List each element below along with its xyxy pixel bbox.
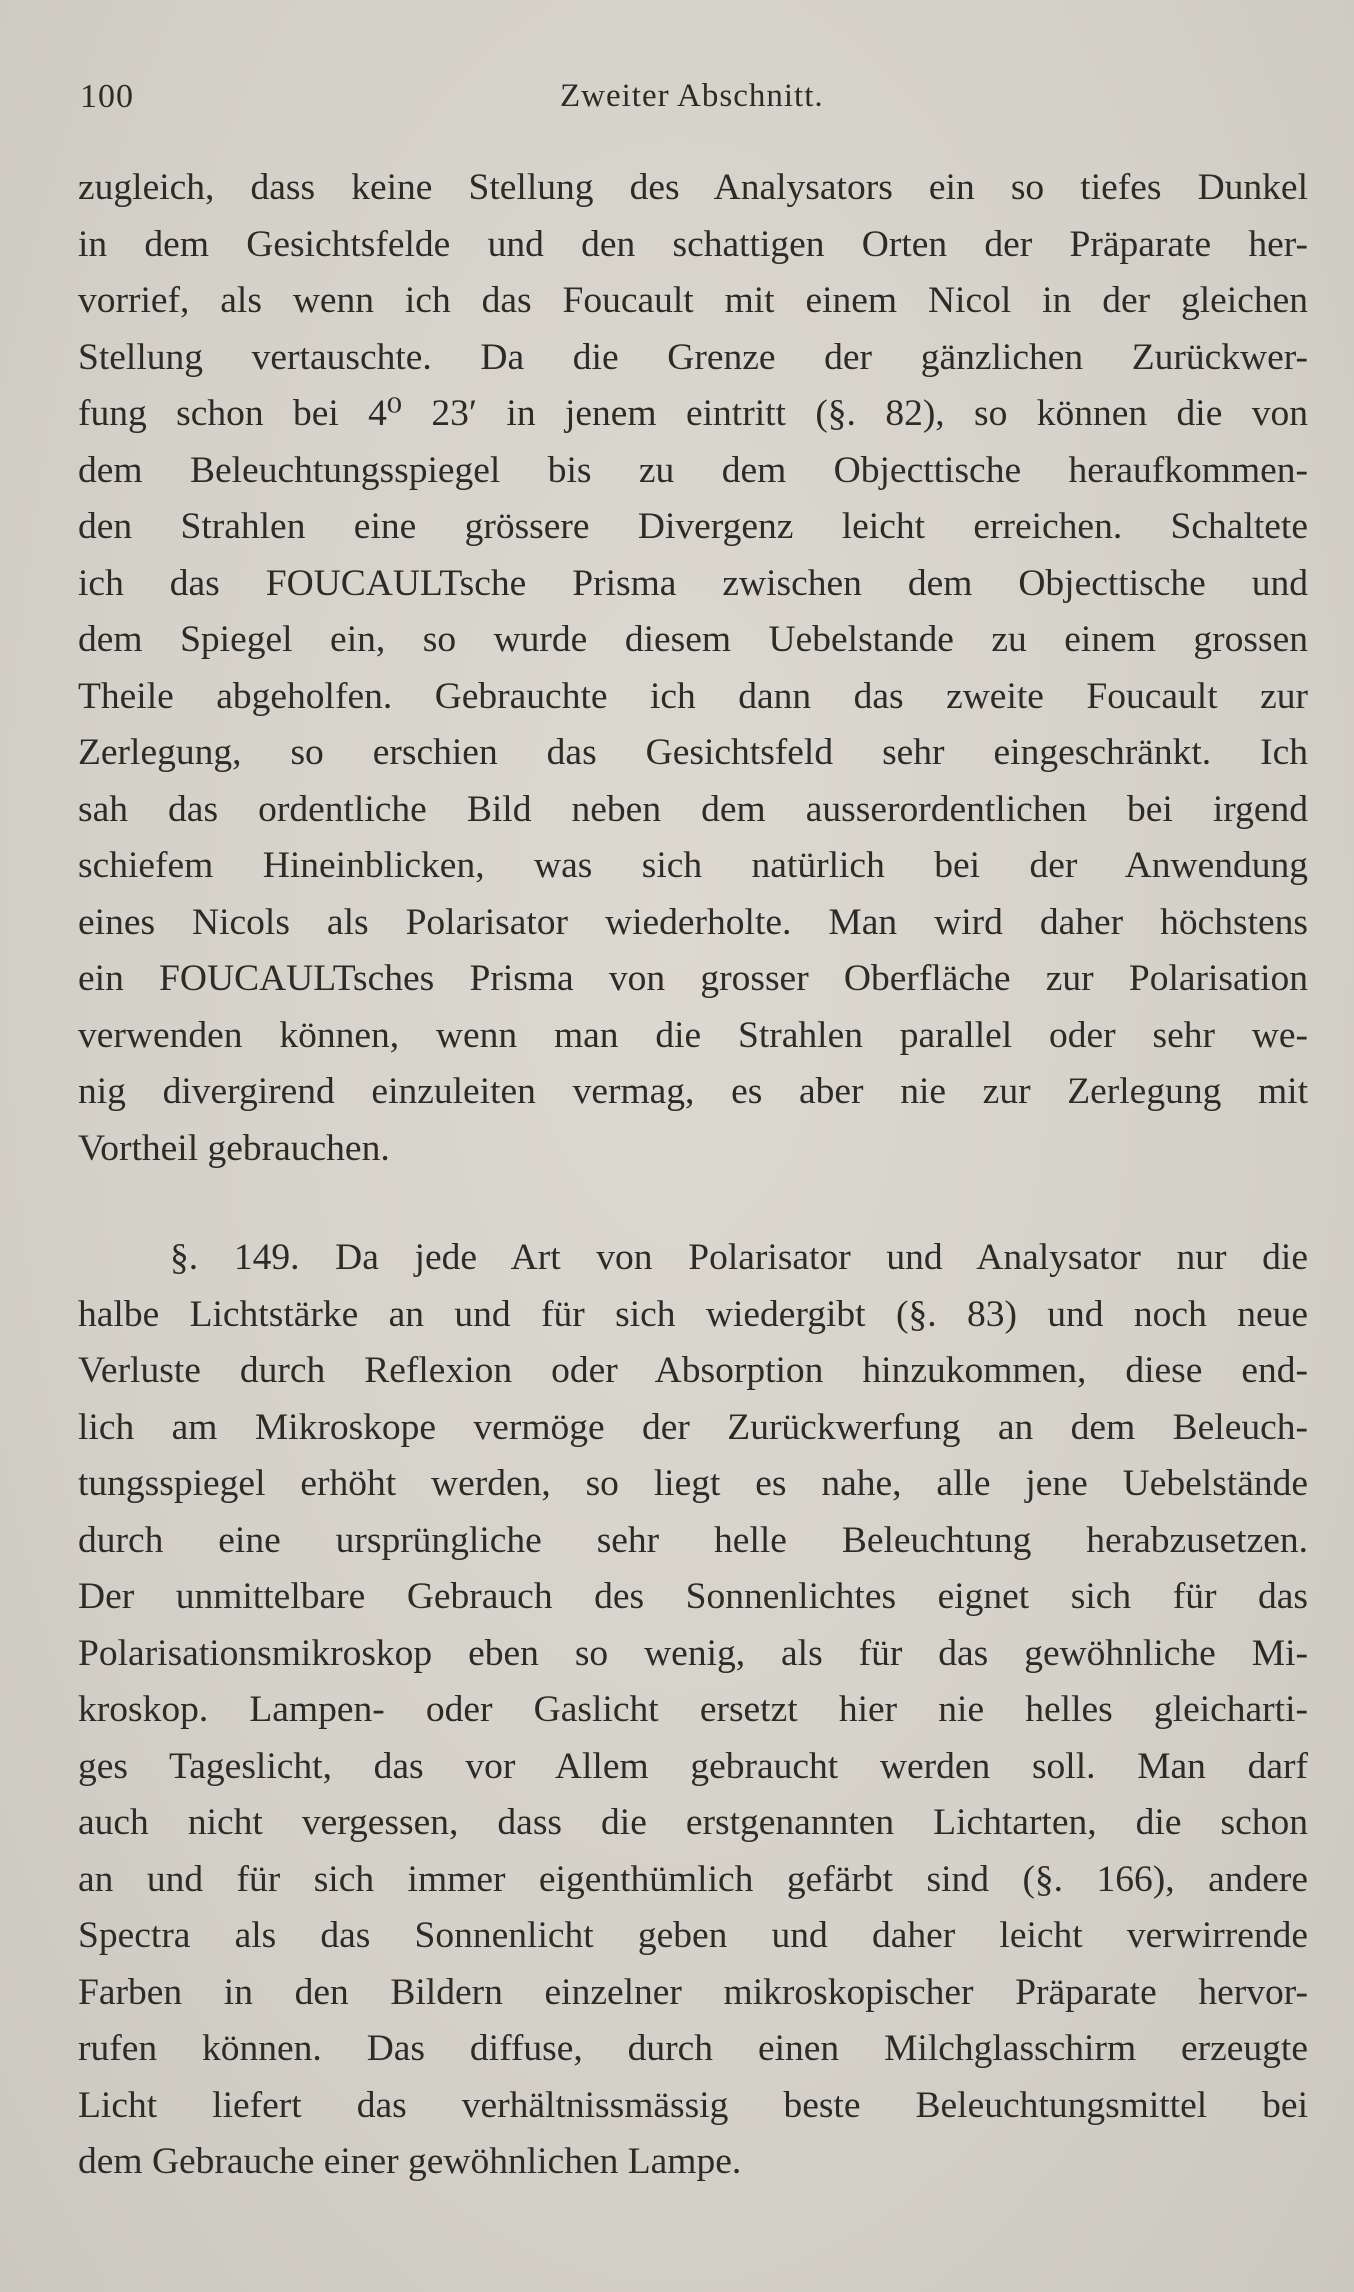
text-line: rufen können. Das diffuse, durch einen Milchglasschirm erzeugte bbox=[78, 2028, 1308, 2069]
text-line: Farben in den Bildern einzelner mikroskopischer Präparate hervor- bbox=[78, 1971, 1308, 2013]
text-line: Polarisationsmikroskop eben so wenig, als für das gewöhnliche Mi- bbox=[78, 1632, 1308, 1674]
text-line: schiefem Hineinblicken, was sich natürlich bei der Anwendung bbox=[78, 845, 1308, 886]
text-line: vorrief, als wenn ich das Foucault mit einem Nicol in der gleichen bbox=[78, 280, 1308, 321]
text-line: dem Spiegel ein, so wurde diesem Uebelstande zu einem grossen bbox=[78, 619, 1308, 660]
text-line: Vortheil gebrauchen. bbox=[78, 1127, 390, 1169]
text-line: Verluste durch Reflexion oder Absorption hinzukommen, diese end- bbox=[78, 1350, 1308, 1391]
text-line: Der unmittelbare Gebrauch des Sonnenlichtes eignet sich für das bbox=[78, 1576, 1308, 1617]
text-line: Spectra als das Sonnenlicht geben und daher leicht verwirrende bbox=[78, 1915, 1308, 1956]
text-line: Stellung vertauschte. Da die Grenze der gänzlichen Zurückwer- bbox=[78, 336, 1308, 378]
text-line: verwenden können, wenn man die Strahlen parallel oder sehr we- bbox=[78, 1014, 1308, 1056]
text-line: Theile abgeholfen. Gebrauchte ich dann das zweite Foucault zur bbox=[78, 675, 1308, 717]
text-line: fung schon bei 4⁰ 23′ in jenem eintritt (§. 82), so können die von bbox=[78, 393, 1308, 434]
text-line: Licht liefert das verhältnissmässig beste Beleuchtungsmittel bei bbox=[78, 2084, 1308, 2126]
text-line: dem Gebrauche einer gewöhnlichen Lampe. bbox=[78, 2141, 742, 2182]
text-line: nig divergirend einzuleiten vermag, es aber nie zur Zerlegung mit bbox=[78, 1071, 1308, 1112]
body-text bbox=[78, 160, 1308, 2191]
page-header bbox=[80, 78, 1310, 126]
paragraph bbox=[78, 1230, 1308, 2191]
text-line: tungsspiegel erhöht werden, so liegt es nahe, alle jene Uebelstände bbox=[78, 1463, 1308, 1504]
text-line: den Strahlen eine grössere Divergenz leicht erreichen. Schaltete bbox=[78, 506, 1308, 547]
paragraph bbox=[78, 160, 1308, 1177]
text-line: durch eine ursprüngliche sehr helle Beleuchtung herabzusetzen. bbox=[78, 1519, 1308, 1561]
text-line: sah das ordentliche Bild neben dem ausserordentlichen bei irgend bbox=[78, 788, 1308, 830]
text-line: lich am Mikroskope vermöge der Zurückwerfung an dem Beleuch- bbox=[78, 1406, 1308, 1448]
text-line: eines Nicols als Polarisator wiederholte. Man wird daher höchstens bbox=[78, 901, 1308, 943]
running-head: Zweiter Abschnitt. bbox=[560, 78, 824, 114]
text-line: kroskop. Lampen- oder Gaslicht ersetzt hier nie helles gleicharti- bbox=[78, 1689, 1308, 1730]
text-line: ges Tageslicht, das vor Allem gebraucht werden soll. Man darf bbox=[78, 1745, 1308, 1787]
text-line: ich das FOUCAULTsche Prisma zwischen dem Objecttische und bbox=[78, 562, 1308, 604]
paragraph-gap bbox=[78, 1177, 1308, 1230]
text-line: §. 149. Da jede Art von Polarisator und Analysator nur die bbox=[170, 1237, 1308, 1278]
text-line: in dem Gesichtsfelde und den schattigen Orten der Präparate her- bbox=[78, 223, 1308, 265]
text-line: auch nicht vergessen, dass die erstgenannten Lichtarten, die schon bbox=[78, 1802, 1308, 1843]
text-line: zugleich, dass keine Stellung des Analysators ein so tiefes Dunkel bbox=[78, 167, 1308, 208]
text-line: dem Beleuchtungsspiegel bis zu dem Objecttische heraufkommen- bbox=[78, 449, 1308, 491]
text-line: ein FOUCAULTsches Prisma von grosser Oberfläche zur Polarisation bbox=[78, 958, 1308, 999]
text-line: halbe Lichtstärke an und für sich wiedergibt (§. 83) und noch neue bbox=[78, 1293, 1308, 1335]
text-line: an und für sich immer eigenthümlich gefärbt sind (§. 166), andere bbox=[78, 1858, 1308, 1900]
page-number: 100 bbox=[80, 78, 134, 115]
text-line: Zerlegung, so erschien das Gesichtsfeld sehr eingeschränkt. Ich bbox=[78, 732, 1308, 773]
